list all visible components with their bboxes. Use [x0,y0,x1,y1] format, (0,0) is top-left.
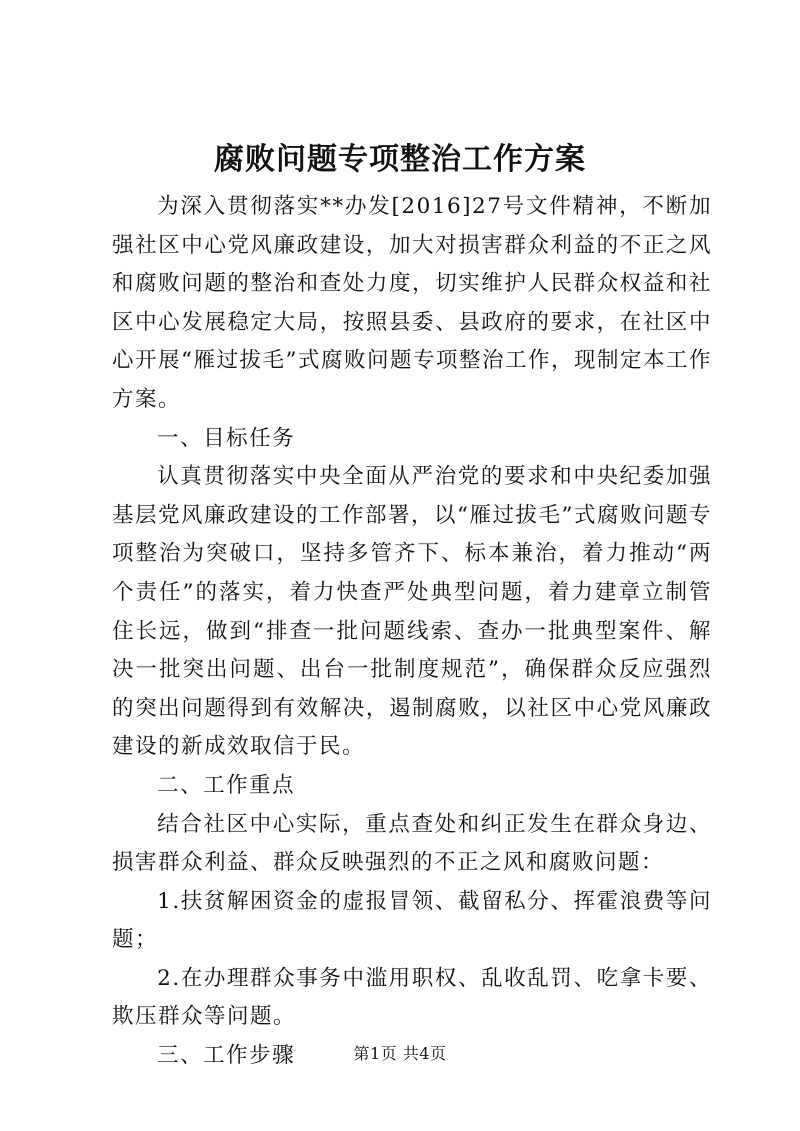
focus-paragraph: 结合社区中心实际，重点查处和纠正发生在群众身边、损害群众利益、群众反映强烈的不正之风和腐败问题： [112,811,712,876]
page-number-footer: 第1页 共4页 [353,1044,447,1063]
goals-paragraph: 认真贯彻落实中央全面从严治党的要求和中央纪委加强基层党风廉政建设的工作部署，以“雁过拔毛”式腐败问题专项整治为突破口，坚持多管齐下、标本兼治，着力推动“两个责任”的落实，着力快查严处典型问题，着力建章立制管住长远，做到“排查一批问题线索、查办一批典型案件、解决一批突出问题、出台一批制度规范”，确保群众反应强烈的突出问题得到有效解决，遏制腐败，以社区中心党风廉政建设的新成效取信于民。 [112,464,712,760]
focus-item-1: 1.扶贫解困资金的虚报冒领、截留私分、挥霍浪费等问题； [112,888,712,953]
section-heading-focus: 二、工作重点 [157,772,296,798]
document-title: 腐败问题专项整治工作方案 [214,142,586,177]
focus-item-2: 2.在办理群众事务中滥用职权、乱收乱罚、吃拿卡要、欺压群众等问题。 [112,965,712,1030]
intro-paragraph: 为深入贯彻落实**办发[2016]27号文件精神，不断加强社区中心党风廉政建设，加大对损害群众利益的不正之风和腐败问题的整治和查处力度，切实维护人民群众权益和社区中心发展稳定大局，按照县委、县政府的要求，在社区中心开展“雁过拔毛”式腐败问题专项整治工作，现制定本工作方案。 [112,194,712,412]
document-body [112,188,712,1076]
section-heading-goals: 一、目标任务 [157,425,296,451]
section-heading-steps: 三、工作步骤 [157,1043,296,1069]
